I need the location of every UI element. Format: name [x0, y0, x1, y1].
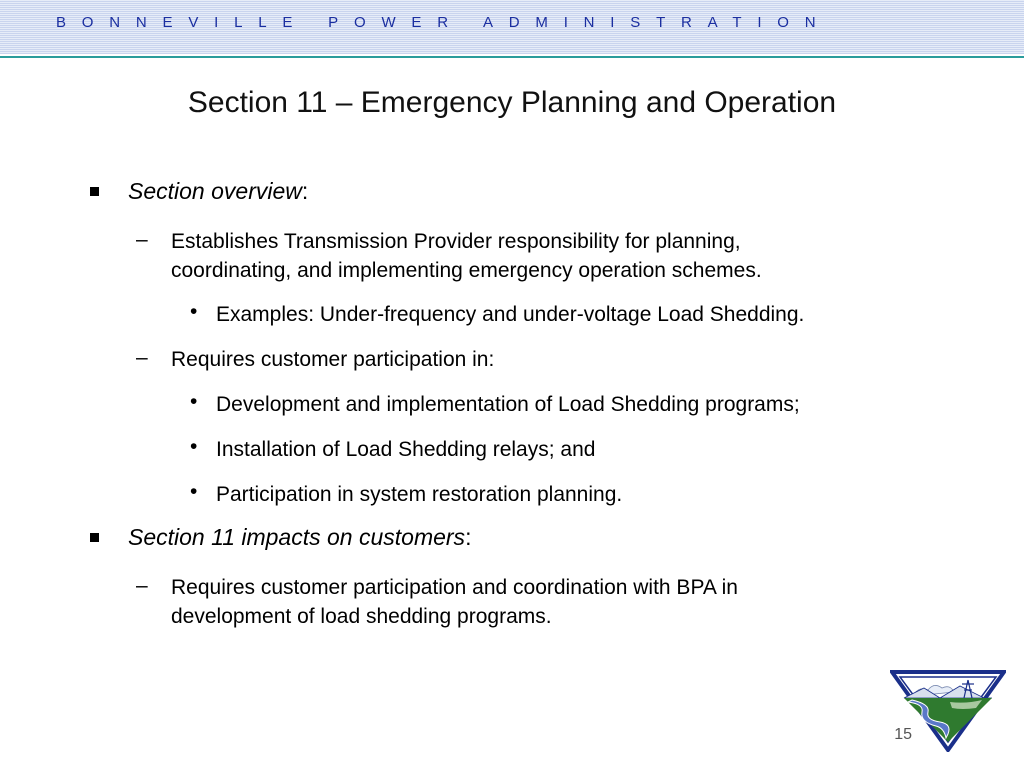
dash-bullet-icon: –	[136, 346, 148, 369]
dot-bullet-icon: •	[190, 480, 198, 503]
overview-label: Section overview	[128, 178, 302, 204]
organization-name: BONNEVILLE POWER ADMINISTRATION	[56, 14, 832, 31]
dot-bullet-icon: •	[190, 390, 198, 413]
dot-bullet-icon: •	[190, 435, 198, 458]
impacts-point-1-line-2: development of load shedding programs.	[171, 605, 552, 628]
dot-bullet-icon: •	[190, 300, 198, 323]
slide-title: Section 11 – Emergency Planning and Operation	[187, 86, 837, 119]
square-bullet-icon	[90, 187, 99, 196]
overview-point-1	[171, 227, 931, 285]
overview-example: Examples: Under-frequency and under-voltage Load Shedding.	[216, 303, 805, 326]
overview-point-1-line-1: Establishes Transmission Provider responsibility for planning,	[171, 230, 741, 253]
participation-item: Development and implementation of Load Shedding programs;	[216, 393, 800, 416]
impacts-point-1-line-1: Requires customer participation and coordination with BPA in	[171, 576, 738, 599]
participation-item: Installation of Load Shedding relays; and	[216, 438, 596, 461]
dash-bullet-icon: –	[136, 228, 148, 251]
participation-item: Participation in system restoration planning.	[216, 483, 623, 506]
square-bullet-icon	[90, 533, 99, 542]
overview-point-1-line-2: coordinating, and implementing emergency operation schemes.	[171, 259, 762, 282]
bpa-triangle-logo-icon	[890, 668, 1006, 752]
impacts-label: Section 11 impacts on customers	[128, 524, 466, 550]
impacts-point-1	[171, 573, 931, 631]
dash-bullet-icon: –	[136, 574, 148, 597]
outline-heading-impacts	[128, 524, 471, 551]
overview-suffix: :	[301, 178, 309, 204]
overview-point-2: Requires customer participation in:	[171, 348, 495, 371]
outline-heading-overview	[128, 178, 308, 205]
page-number: 15	[894, 726, 912, 743]
impacts-suffix: :	[465, 524, 472, 550]
